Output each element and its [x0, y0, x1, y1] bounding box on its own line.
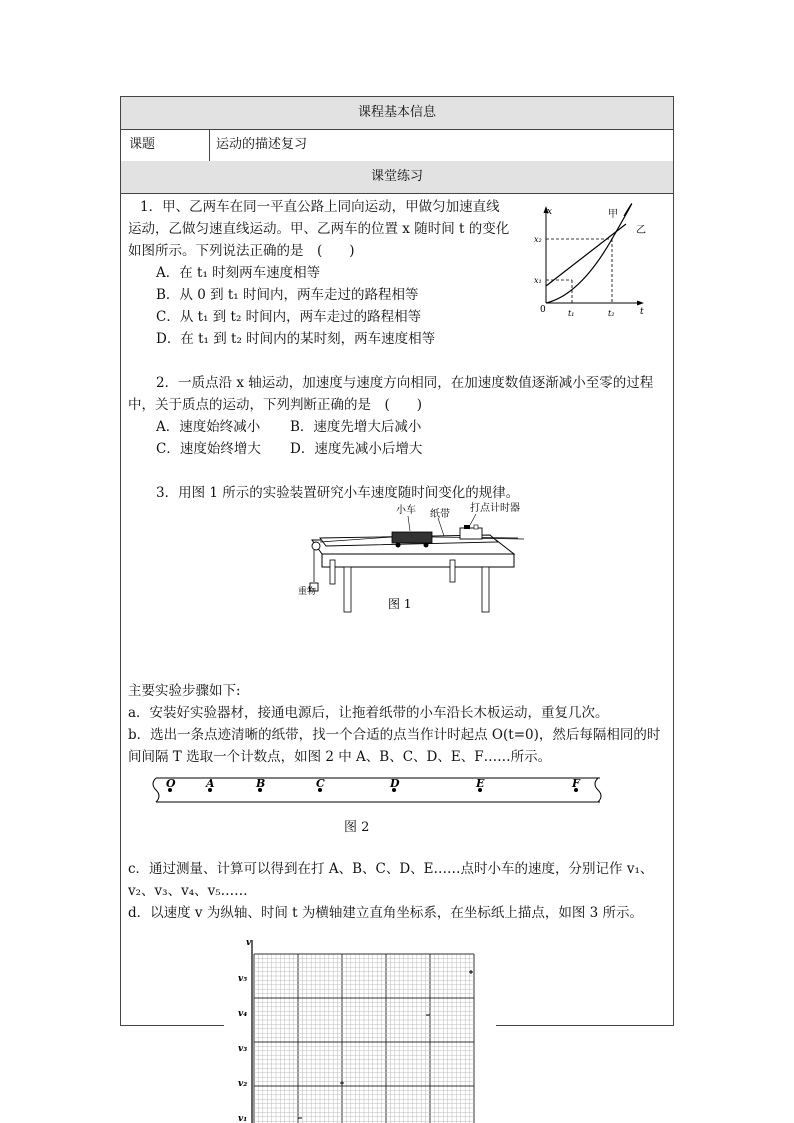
q1-line2: 运动，乙做匀速直线运动。甲、乙两车的位置 x 随时间 t 的变化: [128, 221, 510, 237]
fig1-caption: 图 1: [388, 597, 412, 611]
figure-1-apparatus: [300, 498, 532, 618]
v-label-5: v₅: [238, 974, 248, 984]
tape-label-o: O: [166, 777, 176, 790]
q1-option-b: B．从 0 到 t₁ 时间内，两车走过的路程相等: [156, 287, 419, 303]
cart-shape: [392, 532, 432, 543]
q3-steps-title: 主要实验步骤如下:: [128, 683, 241, 699]
v-label-3: v₃: [238, 1044, 248, 1054]
topic-row: [121, 129, 673, 162]
q2-option-c: C．速度始终增大: [156, 441, 261, 457]
tape-label-e: E: [476, 777, 485, 790]
tape-points: [166, 777, 581, 792]
q2-option-a: A．速度始终减小: [156, 419, 261, 435]
v-label-2: v₂: [238, 1079, 248, 1089]
figure-3-graph-paper: [236, 936, 488, 1123]
q3-step-b-line2: 间间隔 T 选取一个计数点，如图 2 中 A、B、C、D、E、F……所示。: [128, 749, 552, 765]
q1-line1: 1．甲、乙两车在同一平直公路上同向运动，甲做匀加速直线: [140, 199, 500, 215]
q2-option-b: B．速度先增大后减小: [290, 419, 422, 435]
fine-grid: [254, 954, 474, 1123]
course-info-header: [121, 97, 673, 130]
tape-label-f: F: [572, 777, 580, 790]
practice-title: 课堂练习: [370, 169, 423, 184]
q2-line2: 中，关于质点的运动，下列判断正确的是 ( ): [128, 397, 423, 413]
q3-step-d: d．以速度 v 为纵轴、时间 t 为横轴建立直角坐标系，在坐标纸上描点，如图 3 所示。: [128, 905, 644, 921]
fig2-caption: 图 2: [344, 820, 370, 835]
v-label-4: v₄: [238, 1009, 248, 1019]
tape-label-d: D: [390, 777, 400, 790]
timer-shape: [460, 528, 482, 539]
fig1-weight-label: 重物: [298, 587, 317, 597]
graph-x1-label: x₁: [534, 276, 542, 285]
q1-position-graph: [528, 200, 652, 322]
fig1-cart-label: 小车: [396, 505, 416, 516]
tape-label-a: A: [206, 777, 215, 790]
q1-option-d: D．在 t₁ 到 t₂ 时间内的某时刻，两车速度相等: [156, 331, 436, 347]
fig3-y-axis-label: v: [246, 938, 252, 948]
tape-label-c: C: [316, 777, 325, 790]
graph-y-label: x: [547, 207, 553, 217]
q1-option-a: A．在 t₁ 时刻两车速度相等: [156, 265, 321, 281]
graph-origin-label: 0: [540, 305, 546, 315]
graph-x-label: t: [640, 307, 644, 317]
figure-2-tape: [150, 772, 606, 808]
q2-line1: 2．一质点沿 x 轴运动，加速度与速度方向相同，在加速度数值逐渐减小至零的过程: [156, 375, 654, 391]
graph-yi-label: 乙: [636, 225, 646, 236]
topic-label: 课题: [129, 137, 156, 152]
q3-step-a: a．安装好实验器材，接通电源后，让拖着纸带的小车沿长木板运动，重复几次。: [128, 705, 609, 721]
velocity-labels: [238, 974, 247, 1123]
fig1-tape-label: 纸带: [430, 509, 450, 520]
graph-t2-label: t₂: [608, 309, 615, 318]
practice-header: [121, 161, 673, 194]
v-label-1: v₁: [238, 1114, 248, 1123]
fig1-timer-label: 打点计时器: [470, 503, 520, 514]
q1-line3: 如图所示。下列说法正确的是 ( ): [128, 243, 355, 259]
q3-step-c-line1: c．通过测量、计算可以得到在打 A、B、C、D、E……点时小车的速度，分别记作 v₁、: [128, 861, 654, 877]
tape-label-b: B: [256, 777, 266, 790]
q3-step-c-line2: v₂、v₃、v₄、v₅……: [128, 883, 248, 899]
q1-option-c: C．从 t₁ 到 t₂ 时间内，两车走过的路程相等: [156, 309, 422, 325]
q3-line1: 3．用图 1 所示的实验装置研究小车速度随时间变化的规律。: [156, 485, 520, 501]
course-info-title: 课程基本信息: [357, 105, 436, 120]
graph-x2-label: x₂: [534, 235, 542, 244]
topic-divider: [209, 129, 210, 161]
topic-value: 运动的描述复习: [216, 137, 308, 152]
graph-t1-label: t₁: [568, 309, 575, 318]
q2-option-d: D．速度先减小后增大: [290, 441, 423, 457]
graph-jia-label: 甲: [608, 209, 618, 220]
q3-step-b-line1: b．选出一条点迹清晰的纸带，找一个合适的点当作计时起点 O(t=0)，然后每隔相同的时: [128, 727, 661, 743]
